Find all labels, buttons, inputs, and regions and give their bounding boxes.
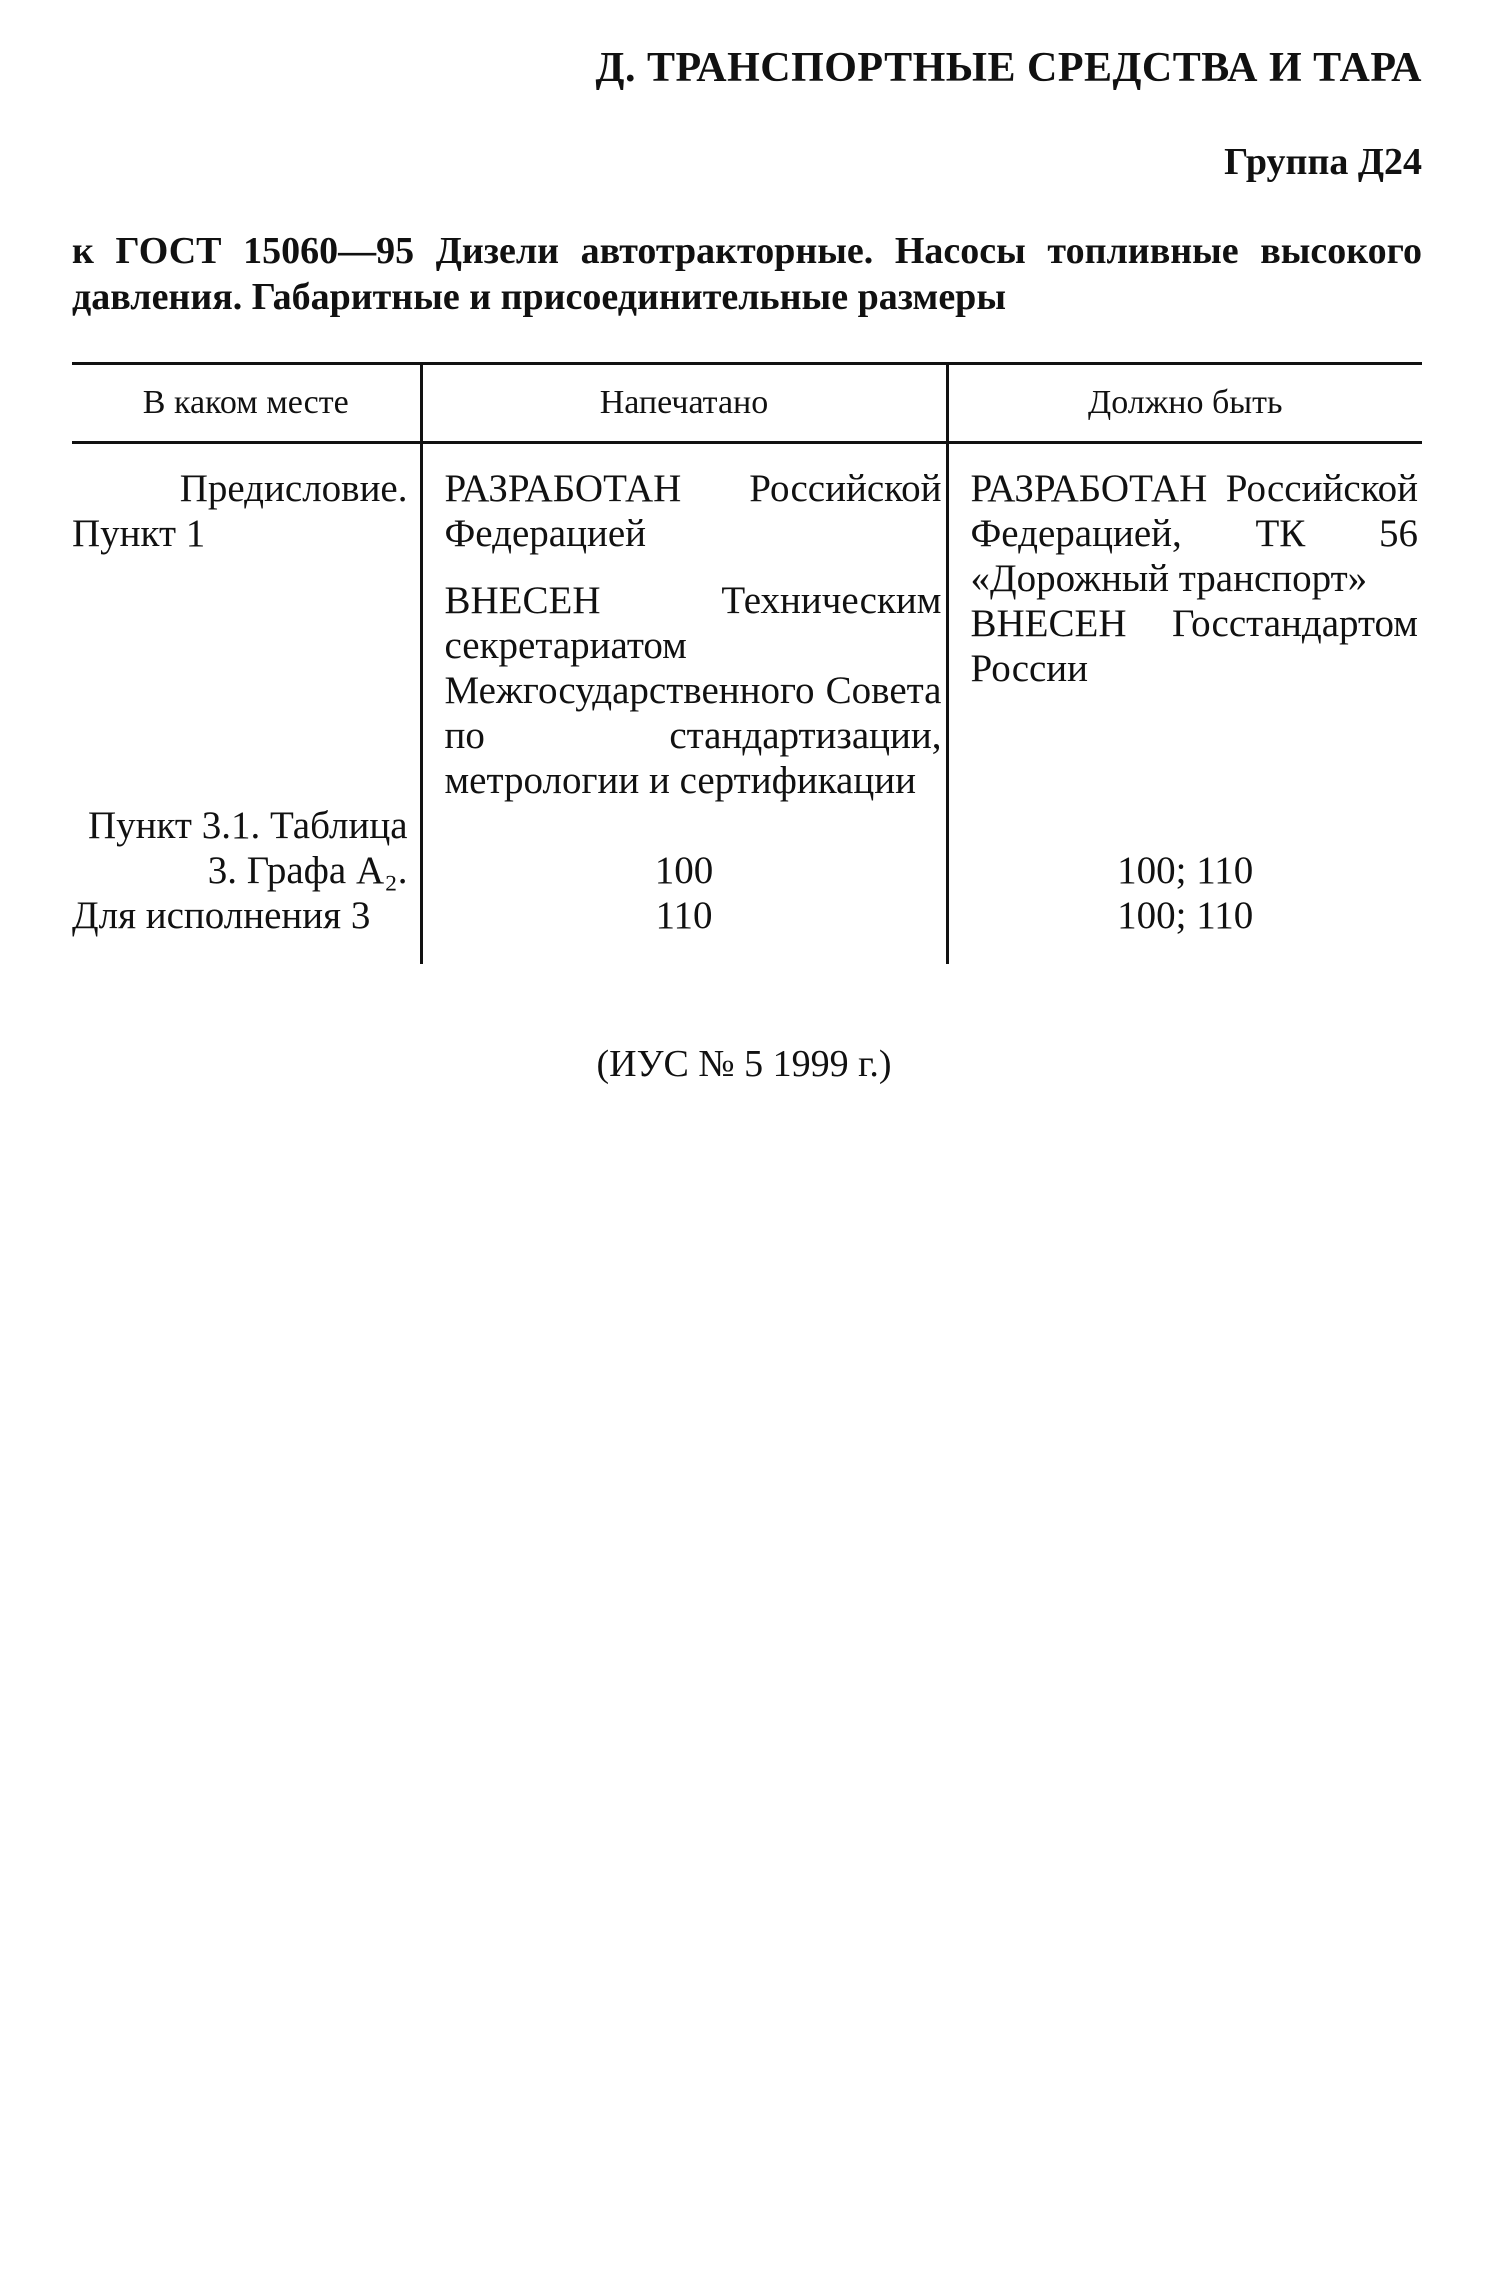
printed-paragraph: ВНЕСЕН Техническим секретариатом Межгосударственного Совета по стандартизации, метрологии и сертификации <box>444 579 942 802</box>
table-row <box>72 443 1422 804</box>
column-header-printed: Напечатано <box>421 364 947 443</box>
group-label: Группа Д24 <box>1224 141 1422 183</box>
printed-paragraph: РАЗРАБОТАН Российской Федерацией <box>444 467 942 555</box>
printed-value: 110 <box>655 894 713 937</box>
table-header-row <box>72 364 1422 443</box>
should-be-value: 100; 110 <box>1117 894 1254 937</box>
should-be-value: 100; 110 <box>1117 849 1254 892</box>
column-header-should-be: Должно быть <box>947 364 1422 443</box>
should-be-paragraph: РАЗРАБОТАН Российской Федерацией, ТК 56 «Дорожный транспорт» <box>970 467 1418 600</box>
cell-place <box>72 803 421 964</box>
printed-value: 100 <box>654 849 714 892</box>
cell-should-be <box>947 443 1422 804</box>
column-header-place: В каком месте <box>142 384 349 421</box>
section-title: Д. ТРАНСПОРТНЫЕ СРЕДСТВА И ТАРА <box>595 45 1422 91</box>
place-line: Предисловие. <box>179 467 408 510</box>
amendment-table-container <box>72 362 1422 964</box>
should-be-paragraph: ВНЕСЕН Госстандартом России <box>970 602 1418 690</box>
cell-place <box>72 443 421 804</box>
cell-should-be <box>947 803 1422 964</box>
source-note: (ИУС № 5 1999 г.) <box>596 1043 892 1085</box>
place-line: Пункт 3.1. Таблица 3. Графа A₂. <box>87 804 408 892</box>
cell-printed <box>421 803 947 964</box>
cell-printed <box>421 443 947 804</box>
table-row <box>72 803 1422 964</box>
place-line: Пункт 1 <box>72 512 206 555</box>
amendment-table <box>72 362 1422 964</box>
place-line: Для исполнения 3 <box>72 894 371 937</box>
document-heading: к ГОСТ 15060—95 Дизели автотракторные. Насосы топливные высокого давления. Габаритные и присоединительные размеры <box>72 230 1422 318</box>
